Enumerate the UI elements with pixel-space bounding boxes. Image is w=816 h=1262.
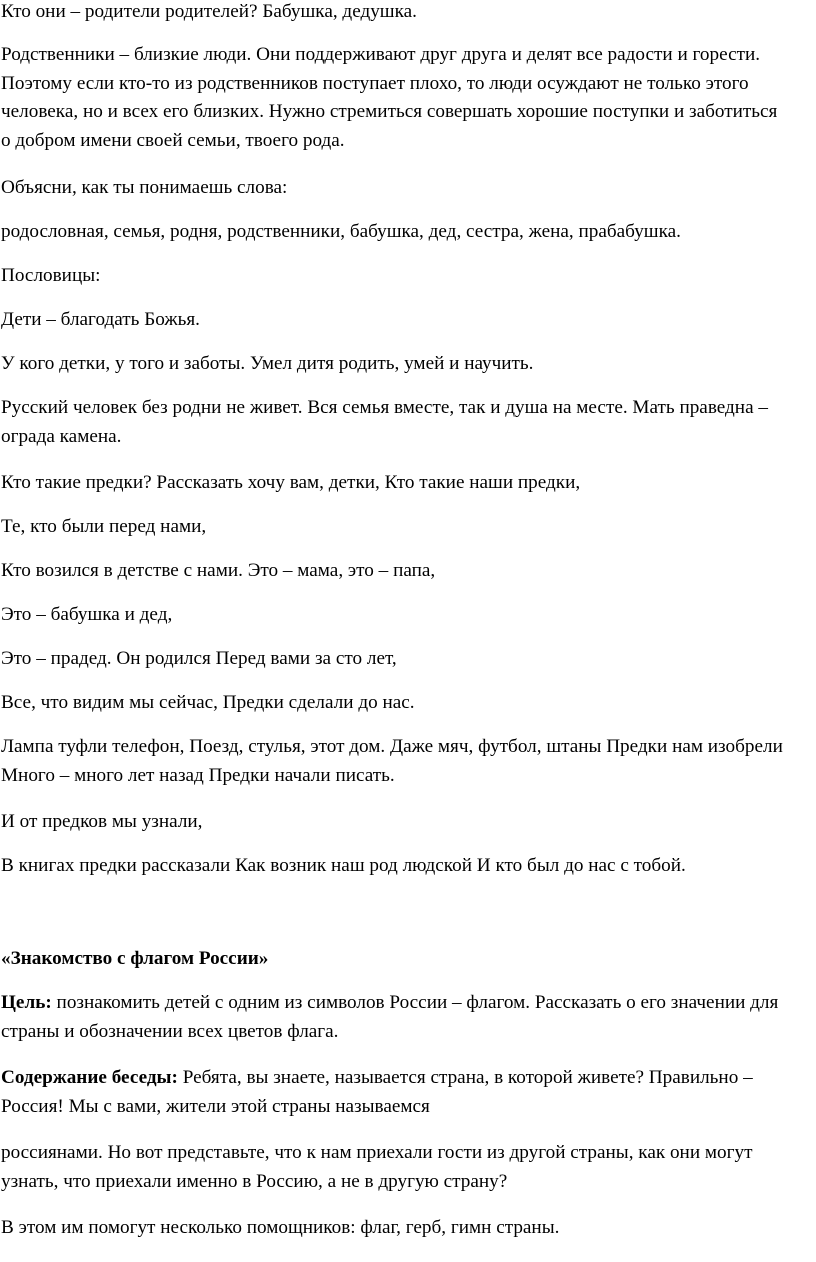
paragraph-explain-words: Объясни, как ты понимаешь слова: <box>1 177 288 198</box>
paragraph-poem-3: Кто возился в детстве с нами. Это – мама, это – папа, <box>1 560 436 581</box>
section-title: «Знакомство с флагом России» <box>1 948 269 969</box>
paragraph-poem-7: Лампа туфли телефон, Поезд, стулья, этот дом. Даже мяч, футбол, штаны Предки нам изобрели Много – много лет назад Предки начали писать. <box>1 736 783 786</box>
paragraph-poem-6: Все, что видим мы сейчас, Предки сделали до нас. <box>1 692 415 713</box>
paragraph-proverbs-heading: Пословицы: <box>1 265 101 286</box>
paragraph-proverb-1: Дети – благодать Божья. <box>1 309 200 330</box>
paragraph-proverb-2: У кого детки, у того и заботы. Умел дитя родить, умей и научить. <box>1 353 534 374</box>
paragraph-proverb-3: Русский человек без родни не живет. Вся семья вместе, так и душа на месте. Мать праведна – ограда камена. <box>1 397 768 447</box>
paragraph-poem-4: Это – бабушка и дед, <box>1 604 173 625</box>
paragraph-poem-8: И от предков мы узнали, <box>1 811 203 832</box>
goal-label: Цель: <box>1 992 52 1013</box>
paragraph-poem-9: В книгах предки рассказали Как возник наш род людской И кто был до нас с тобой. <box>1 855 686 876</box>
conversation-text: Ребята, вы знаете, называется страна, в которой живете? Правильно – Россия! Мы с вами, жители этой страны называемся <box>1 1067 753 1117</box>
paragraph-poem-2: Те, кто были перед нами, <box>1 516 207 537</box>
paragraph-word-list: родословная, семья, родня, родственники, бабушка, дед, сестра, жена, прабабушка. <box>1 221 681 242</box>
goal-text: познакомить детей с одним из символов России – флагом. Рассказать о его значении для страны и обозначении всех цветов флага. <box>1 992 779 1042</box>
paragraph-poem-5: Это – прадед. Он родился Перед вами за сто лет, <box>1 648 397 669</box>
paragraph-relatives: Родственники – близкие люди. Они поддерживают друг друга и делят все радости и горести. Поэтому если кто-то из родственников поступает плохо, то люди осуждают не только этого человека, но и всех его близких. Нужно стремиться совершать хорошие поступки и заботиться о добром имени своей семьи, твоего рода. <box>1 44 778 151</box>
paragraph-conversation <box>1 1064 791 1121</box>
paragraph-russians: россиянами. Но вот представьте, что к нам приехали гости из другой страны, как они могут узнать, что приехали именно в Россию, а не в другую страну? <box>1 1142 753 1192</box>
paragraph-question-grandparents: Кто они – родители родителей? Бабушка, дедушка. <box>1 1 417 22</box>
paragraph-goal <box>1 989 791 1046</box>
conversation-label: Содержание беседы: <box>1 1067 178 1088</box>
paragraph-poem-1: Кто такие предки? Рассказать хочу вам, детки, Кто такие наши предки, <box>1 472 581 493</box>
paragraph-helpers: В этом им помогут несколько помощников: флаг, герб, гимн страны. <box>1 1217 560 1238</box>
